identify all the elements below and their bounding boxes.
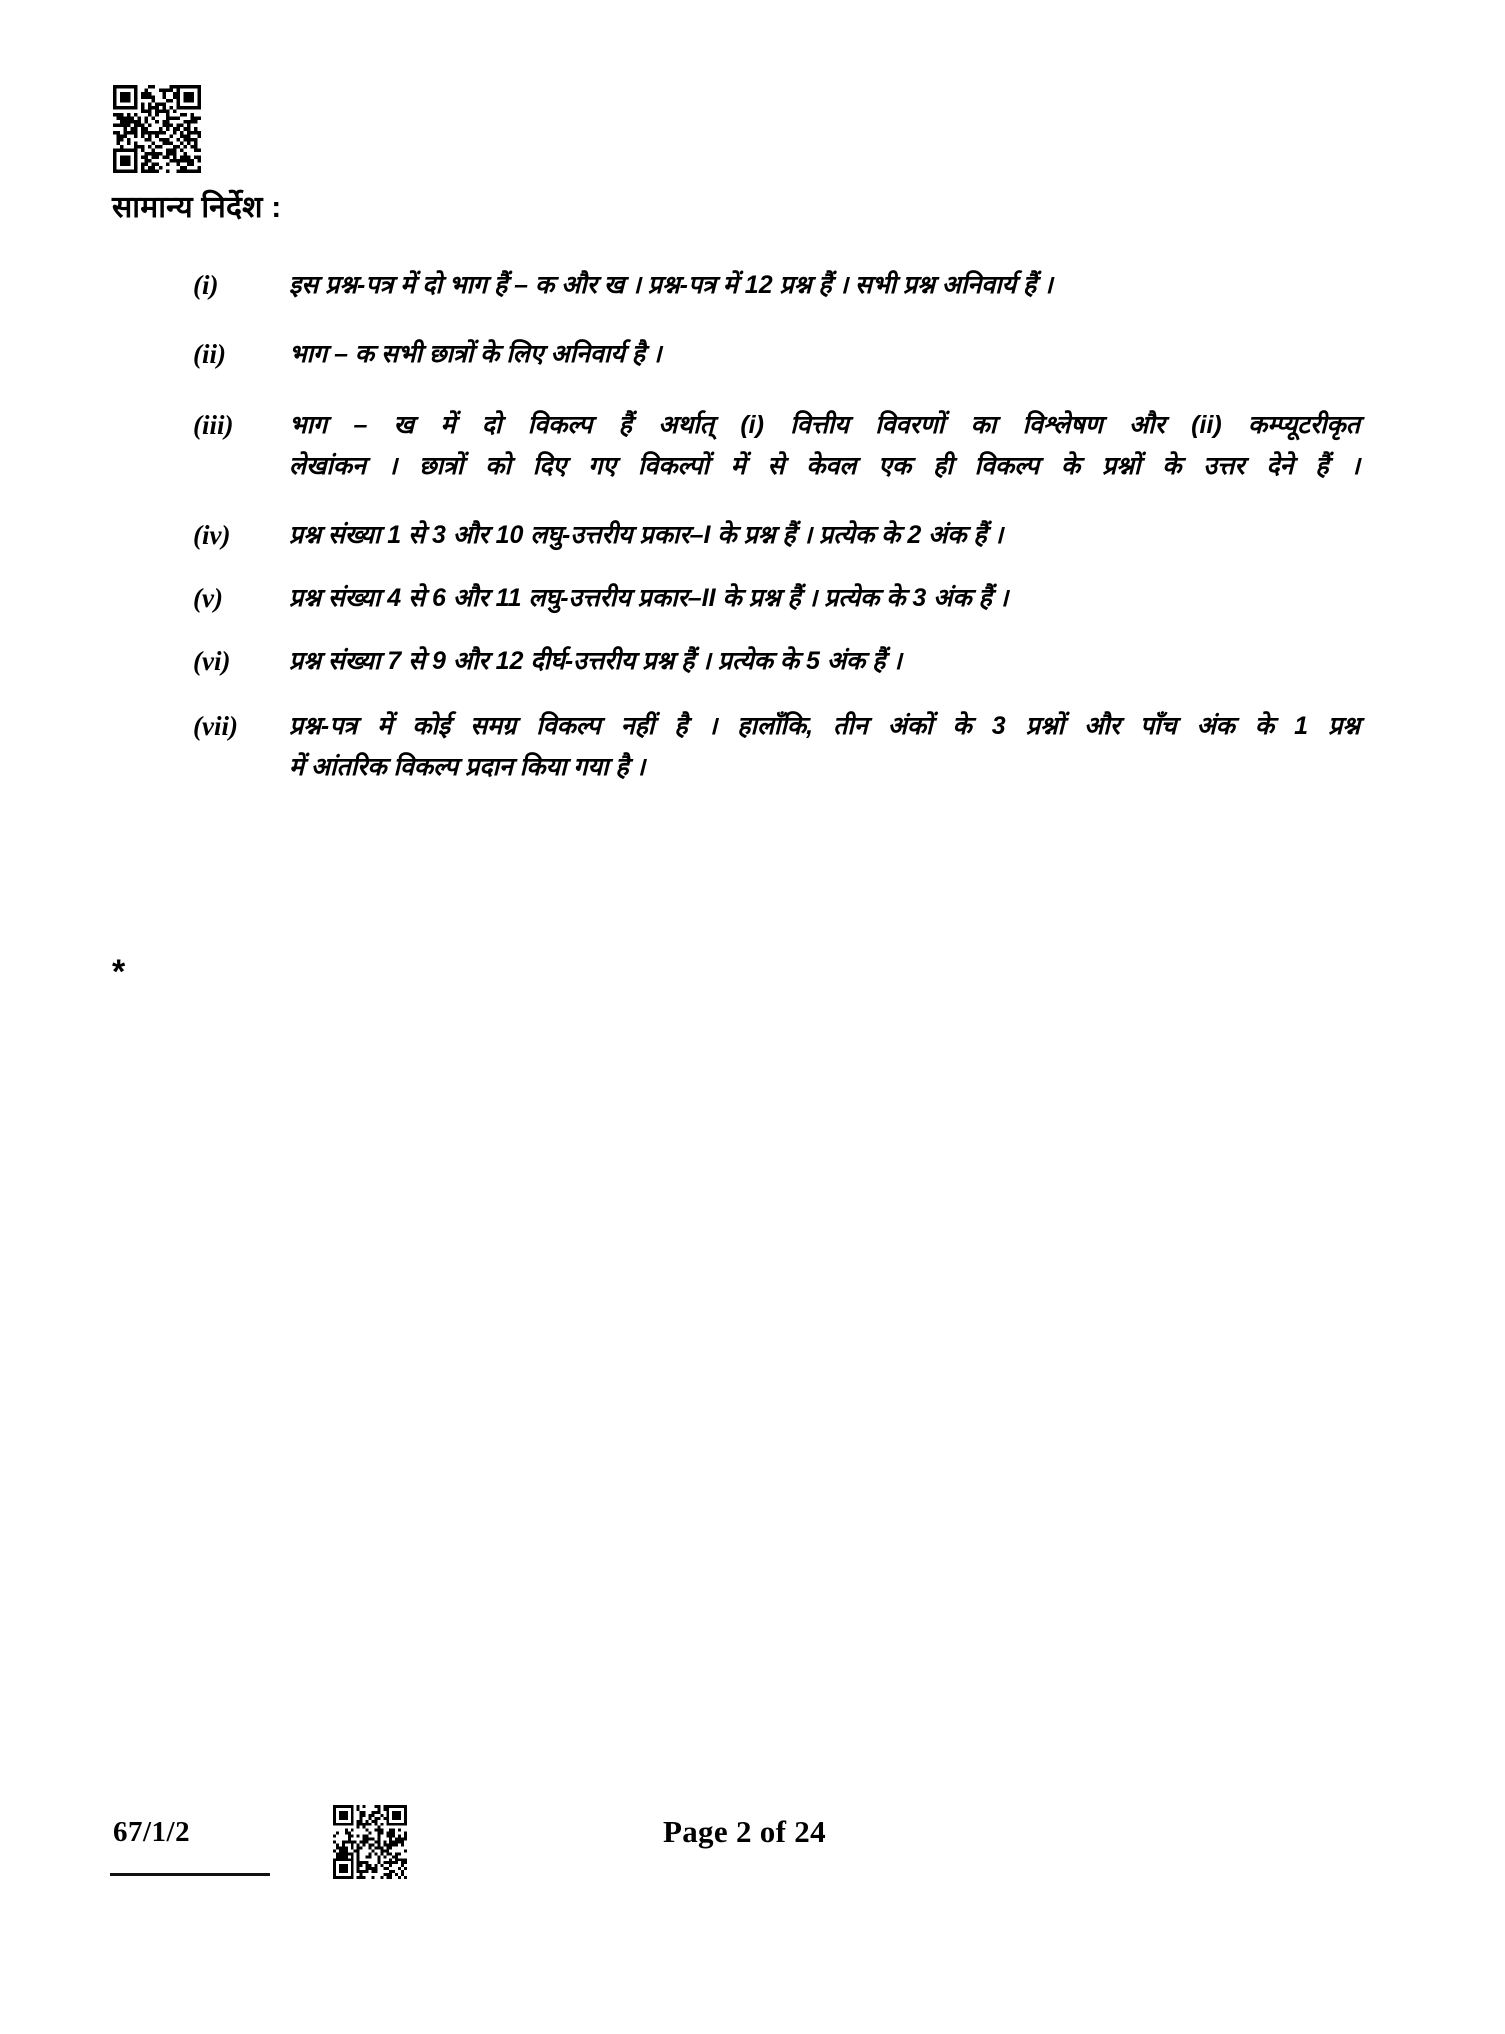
list-item [185, 706, 1360, 788]
list-item-marker: (iii) [193, 410, 234, 440]
list-item-text [289, 265, 1360, 306]
list-item-text [289, 334, 1360, 375]
general-instructions-list [185, 265, 1360, 788]
list-item-marker: (vii) [193, 711, 238, 741]
line: प्रश्न संख्या 1 से 3 और 10 लघु-उत्तरीय प्रकार–I के प्रश्न हैं । प्रत्येक के 2 अंक हैं । [289, 521, 1004, 549]
page-number: Page 2 of 24 [663, 1814, 826, 1849]
list-item-text [289, 706, 1360, 788]
list-item-text [289, 641, 1360, 682]
list-item-marker: (i) [193, 270, 219, 300]
line: में आंतरिक विकल्प प्रदान किया गया है । [289, 753, 646, 781]
list-item-marker: (iv) [193, 520, 231, 550]
qr-code-icon-top [113, 85, 201, 173]
asterisk-marker: * [112, 953, 126, 991]
line: भाग – क सभी छात्रों के लिए अनिवार्य है । [289, 340, 662, 368]
line: प्रश्न-पत्र में कोई समग्र विकल्प नहीं है । हालाँकि, तीन अंकों के 3 प्रश्नों और पाँच अंक के 1 प्रश्न [289, 712, 1360, 740]
list-item [185, 641, 1360, 682]
list-item [185, 265, 1360, 306]
footer-divider [110, 1873, 270, 1876]
list-item-text [289, 515, 1360, 556]
list-item [185, 578, 1360, 619]
list-item [185, 405, 1360, 487]
qr-code-icon-footer [333, 1805, 407, 1879]
line: प्रश्न संख्या 7 से 9 और 12 दीर्घ-उत्तरीय प्रश्न हैं । प्रत्येक के 5 अंक हैं । [289, 647, 902, 675]
list-item [185, 334, 1360, 375]
page-title: सामान्य निर्देश : [112, 191, 282, 224]
list-item-marker: (ii) [193, 339, 226, 369]
line: इस प्रश्न-पत्र में दो भाग हैं – क और ख । प्रश्न-पत्र में 12 प्रश्न हैं । सभी प्रश्न अनिवार्य हैं । [289, 271, 1053, 299]
line: प्रश्न संख्या 4 से 6 और 11 लघु-उत्तरीय प्रकार–II के प्रश्न हैं । प्रत्येक के 3 अंक हैं । [289, 584, 1009, 612]
line: लेखांकन । छात्रों को दिए गए विकल्पों में से केवल एक ही विकल्प के प्रश्नों के उत्तर देने हैं । [289, 452, 1360, 480]
list-item-text [289, 405, 1360, 487]
list-item-marker: (vi) [193, 646, 231, 676]
paper-code: 67/1/2 [113, 1816, 191, 1848]
list-item-text [289, 578, 1360, 619]
list-item-marker: (v) [193, 583, 223, 613]
line: भाग – ख में दो विकल्प हैं अर्थात् (i) वित्तीय विवरणों का विश्लेषण और (ii) कम्प्यूटरीकृत [289, 411, 1360, 439]
list-item [185, 515, 1360, 556]
